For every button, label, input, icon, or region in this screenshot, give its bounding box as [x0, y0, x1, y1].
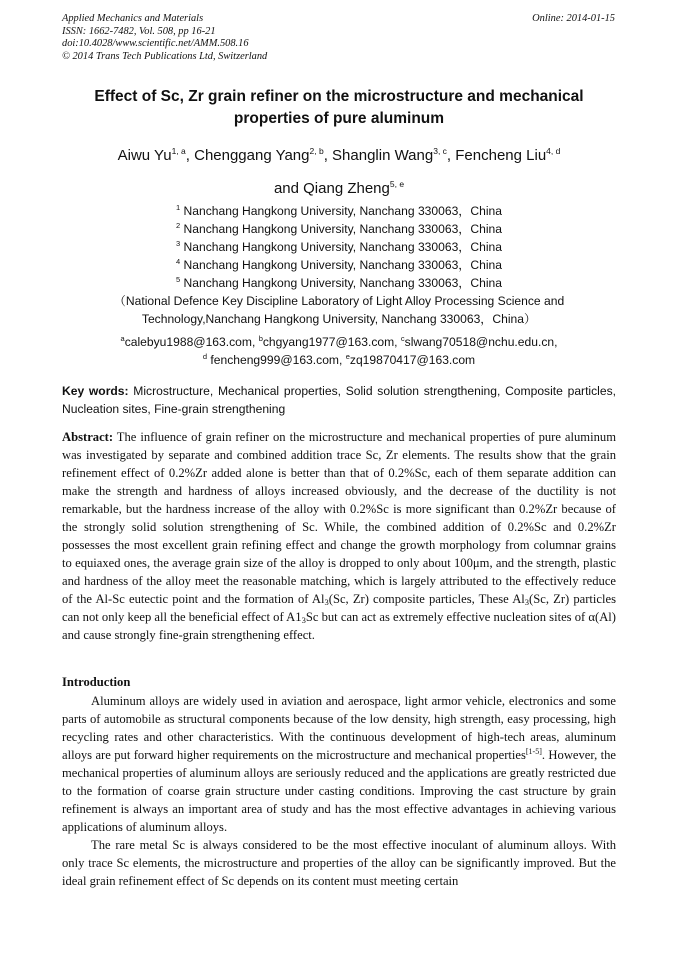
author-emails — [62, 333, 616, 369]
email-address: zq19870417@163.com — [349, 353, 476, 367]
journal-header — [62, 13, 267, 63]
online-date: Online: 2014-01-15 — [532, 13, 615, 24]
author-name: Qiang Zheng — [303, 180, 390, 197]
keywords — [62, 383, 616, 418]
abstract: Abstract: The influence of grain refiner on the microstructure and mechanical properties of pure aluminum was investigated by separate and combined addition trace Sc, Zr elements. The results show that the grain refinement effect of 0.2%Zr added alone is better than that of 0.2%Sc, each of them separate addition can make the strength and hardness of alloys increased obviously, and the decrease of the ductility is not remarkable, but the hardness increase of the alloy with 0.2%Sc is more significant than 0.2%Zr because of the strongly solid solution strengthening of Sc. While, the combined addition of 0.2%Sc and 0.2%Zr possesses the most excellent grain refining effect and change the growth morphology from columnar grains to equiaxed ones, the average grain size of the alloy is dropped to only about 100μm, and the strength, plastic and hardness of the alloy meet the reasonable matching, which is largely attributed to the effectively reduce of the Al-Sc eutectic point and the formation of $Al_3(Sc$, Zr) composite particles, These $Al_3(Sc$, Zr) particles can not only keep all the beneficial effect of $A1_3Sc$ but can act as extremely effective nucleation sites of α(Al) and cause strongly fine-grain strengthening effect. — [62, 430, 617, 642]
author-name: Shanglin Wang — [332, 147, 434, 164]
author-line-2: and Qiang Zheng$^{5, e}$ — [273, 179, 405, 197]
paragraph: The rare metal Sc is always considered to be the most effective inoculant of aluminum alloys. With only trace Sc elements, the microstructure and properties of the alloy can be significantly improved. But the ideal grain refinement effect of Sc depends on its content must meeting certain — [62, 838, 616, 888]
affiliation-item: $^4$ Nanchang Hangkong University, Nanchang 330063，China — [176, 257, 502, 272]
email-address: slwang70518@nchu.edu.cn, — [404, 335, 558, 349]
author-sup: 3, c — [433, 146, 447, 156]
paper-title — [62, 86, 616, 130]
email-line-1: $^a$calebyu1988@163.com, $^b$chgyang1977@163.com, $^c$slwang70518@nchu.edu.cn, — [120, 334, 558, 349]
journal-doi: doi:10.4028/www.scientific.net/AMM.508.16 — [62, 38, 249, 50]
title-line-2: properties of pure aluminum — [233, 110, 445, 127]
author-line-1: Aiwu Yu$^{1, a}$, Chenggang Yang$^{2, b}$, Shanglin Wang$^{3, c}$, Fencheng Liu$^{4, d}$ — [117, 146, 561, 164]
affiliation-item: $^5$ Nanchang Hangkong University, Nanchang 330063，China — [176, 275, 502, 290]
affiliations — [62, 202, 616, 328]
title-line-1: Effect of Sc, Zr grain refiner on the microstructure and mechanical — [94, 88, 584, 105]
abstract-label: Abstract: — [62, 430, 114, 444]
author-sup: 2, b — [309, 146, 324, 156]
section-heading-introduction: Introduction — [62, 675, 131, 689]
email-line-2: $^d$ fencheng999@163.com, $^e$zq19870417@163.com — [202, 352, 476, 367]
author-name: Fencheng Liu — [455, 147, 547, 164]
journal-copyright: © 2014 Trans Tech Publications Ltd, Switzerland — [62, 50, 268, 62]
citation: [1-5] — [525, 747, 542, 756]
author-name: Aiwu Yu — [117, 147, 172, 164]
affiliation-item: $^3$ Nanchang Hangkong University, Nanchang 330063，China — [176, 239, 502, 254]
author-list — [62, 139, 616, 205]
email-address: calebyu1988@163.com, — [124, 335, 259, 349]
lab-affiliation-line-2: Technology,Nanchang Hangkong University, Nanchang 330063，China） — [141, 312, 537, 326]
introduction-body — [62, 692, 616, 890]
author-sup: 4, d — [546, 146, 561, 156]
author-sup: 5, e — [389, 179, 405, 189]
keywords-label: Key words: — [62, 384, 129, 398]
affiliation-item: $^1$ Nanchang Hangkong University, Nanchang 330063，China — [176, 203, 502, 218]
paragraph: Aluminum alloys are widely used in aviation and aerospace, light armor vehicle, electronics and some parts of automobile as structural components because of the low density, high strength, easy processing, high recycling rates and other characteristics. With the continuous development of high-tech areas, aluminum alloys are put forward higher requirements on the microstructure and mechanical properties[1-5]. However, the mechanical properties of aluminum alloys are seriously reduced and the applications are greatly restricted due to the formation of coarse grain structure under casting conditions. Improving the cast structure by grain refinement is always an important area of study and has the most effective advantages in achieving various applications of aluminum alloys. — [62, 694, 617, 834]
email-address: fencheng999@163.com, — [207, 353, 346, 367]
author-sup: 1, a — [171, 146, 186, 156]
author-name: Chenggang Yang — [194, 147, 310, 164]
journal-issn: ISSN: 1662-7482, Vol. 508, pp 16-21 — [62, 25, 216, 37]
journal-name: Applied Mechanics and Materials — [62, 13, 204, 24]
email-address: chgyang1977@163.com, — [262, 335, 401, 349]
lab-affiliation-line-1: （National Defence Key Discipline Laboratory of Light Alloy Processing Science and — [113, 294, 565, 308]
keywords-text: Microstructure, Mechanical properties, Solid solution strengthening, Composite particles, Nucleation sites, Fine-grain strengthening — [62, 384, 616, 416]
affiliation-item: $^2$ Nanchang Hangkong University, Nanchang 330063，China — [176, 221, 502, 236]
